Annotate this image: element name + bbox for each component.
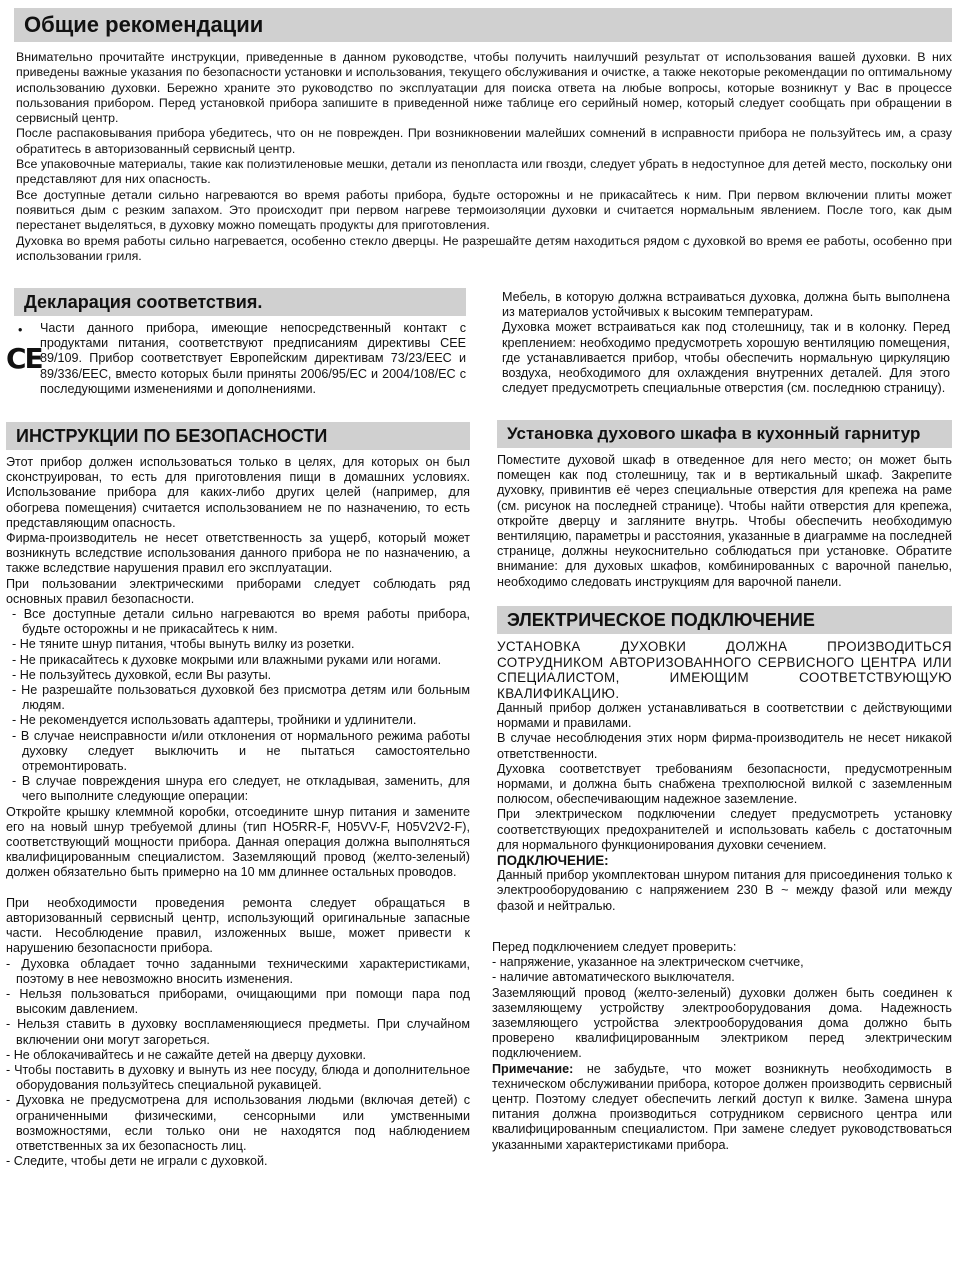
declaration-text: Части данного прибора, имеющие непосредственный контакт с продуктами питания, соответствуют предписаниям директивы CEE 89/109. Прибор соответствует Европейским директивам 73/23/EEC и 89/336/EEC, вместо которых были приняты 2006/95/EC и 2004/108/EC с последующими изменениями и дополнениями. [40, 321, 466, 396]
check-item: - напряжение, указанное на электрическом счетчике, [492, 955, 804, 970]
list-item: - Духовка не предусмотрена для использования людьми (включая детей) с ограниченными физическими, сенсорными или умственными возможностями, если только они не находятся под наблюдением ответственных за их безопасность лиц. [6, 1093, 470, 1153]
electric-section-body [497, 639, 952, 914]
note-text: не забудьте, что может возникнуть необходимость в техническом обслуживании прибора, которое должен производить сервисный центр. Поэтому следует обеспечить легкий доступ к вилке. Замена шнура питания должна производиться сотрудником сервисного центра или квалифицированным специалистом. При замене следует руководствоваться указанными характеристиками прибора. [492, 1061, 952, 1152]
list-item: - Нельзя пользоваться приборами, очищающими при помощи пара под высоким давлением. [6, 986, 470, 1017]
cord-replacement-text: Откройте крышку клеммной коробки, отсоедините шнур питания и замените его на новый шнур требуемой длины (тип HO5RR-F, H05VV-F, H05V2V2-F), соответствующий мощности прибора. Данная операция должна выполняться квалифицированным специалистом. Заземляющий провод (желто-зеленый) должен обязательно быть примерно на 10 мм длиннее остальных проводов. [6, 804, 470, 880]
declaration-section-title: Декларация соответствия. [14, 288, 466, 316]
check-intro: Перед подключением следует проверить: [492, 940, 737, 954]
check-item: - наличие автоматического выключателя. [492, 970, 735, 985]
list-item: - Следите, чтобы дети не играли с духовкой. [6, 1154, 268, 1169]
list-item: - Не разрешайте пользоваться духовкой без присмотра детям или больным людям. [12, 683, 470, 713]
electric-paragraph: В случае несоблюдения этих норм фирма-производитель не несет никакой ответственности. [497, 731, 952, 761]
general-paragraph: После распаковывания прибора убедитесь, что он не поврежден. При возникновении малейших сомнений в исправности прибора не пользуйтесь им, а сразу обратитесь в авторизованный сервисный центр. [16, 126, 952, 156]
general-paragraph: Все упаковочные материалы, такие как полиэтиленовые мешки, детали из пенопласта или гвозди, следует убрать в недоступное для детей место, поскольку они представляют для них опасность. [16, 157, 952, 187]
general-section-body [16, 50, 952, 264]
list-item: - Не рекомендуется использовать адаптеры, тройники и удлинители. [12, 713, 417, 728]
list-item: - В случае повреждения шнура его следует, не откладывая, заменить, для чего выполните следующие операции: [12, 774, 470, 804]
electric-paragraph: Духовка соответствует требованиям безопасности, предусмотренным нормами, и должна быть снабжена трехполюсной вилкой с заземленным полюсом, обеспечивающим надежное заземление. [497, 761, 952, 807]
note-paragraph [492, 1062, 952, 1153]
furniture-paragraph: Мебель, в которую должна встраиваться духовка, должна быть выполнена из материалов устойчивых к высоким температурам. [502, 290, 950, 320]
general-paragraph: Внимательно прочитайте инструкции, приведенные в данном руководстве, чтобы получить наилучший результат от использования вашей духовки. В них приведены важные указания по безопасности установки и использования, текущего обслуживания и очистке, а также некоторые рекомендации по оптимальному использованию духовки. Бережно храните это руководство по эксплуатации для поиска ответа на любые вопросы, которые возникнут у Вас в процессе пользования прибором. Перед установкой прибора запишите в приведенной ниже таблице его серийный номер, который следует сообщать при обращении в сервисный центр. [16, 50, 952, 126]
safety-paragraph: Этот прибор должен использоваться только в целях, для которых он был сконструирован, то есть для приготовления пищи в домашних условиях. Использование прибора для каких-либо других целей (например, для обогрева помещения) считается использованием не по назначению, то есть представляющим опасность. [6, 455, 470, 530]
install-text: Поместите духовой шкаф в отведенное для него место; он может быть помещен как под столешницу, так и в вертикальный шкаф. Закрепите духовку, привинтив её через специальные отверстия для крепежа на раме (см. рисунок на последней странице). Чтобы найти отверстия для крепежа, откройте дверцу и загляните внутрь. Чтобы обеспечить необходимую вентиляцию, параметры и расстояния, указанные в диаграмме на последней странице, должны неукоснительно соблюдаться при установке. Обратите внимание: для духовых шкафов, комбинированных с варочной панелью, необходимо следовать инструкциям для варочной панели. [497, 453, 952, 589]
safety-paragraph: При пользовании электрическими приборами следует соблюдать ряд основных правил безопасности. [6, 576, 470, 606]
connection-text: Данный прибор укомплектован шнуром питания для присоединения только к электрооборудованию с напряжением 230 В ~ между фазой или между фазой и нейтралью. [497, 868, 952, 913]
electric-section-title: ЭЛЕКТРИЧЕСКОЕ ПОДКЛЮЧЕНИЕ [497, 606, 952, 634]
bullet-mark: • [18, 323, 23, 337]
safety-warnings-list [6, 957, 470, 1170]
note-label: Примечание: [492, 1061, 574, 1076]
general-paragraph: Все доступные детали сильно нагреваются во время работы прибора, будьте осторожны и не прикасайтесь к ним. При первом включении плиты может появиться дым с резким запахом. Это происходит при первом нагреве термоизоляции духовки и считается нормальным явлением. После того, как дым перестанет выделяться, в духовку можно помещать продукты для приготовления. [16, 187, 952, 233]
declaration-block [6, 321, 466, 401]
connection-heading: ПОДКЛЮЧЕНИЕ: [497, 853, 609, 869]
electric-paragraph: При электрическом подключении следует предусмотреть установку соответствующих предохранителей и использовать кабель с достаточным для нормального функционирования духовки сечением. [497, 807, 952, 852]
safety-rules-list [6, 607, 470, 805]
electric-warning-caps: УСТАНОВКА ДУХОВКИ ДОЛЖНА ПРОИЗВОДИТЬСЯ СОТРУДНИКОМ АВТОРИЗОВАННОГО СЕРВИСНОГО ЦЕНТРА ИЛИ СПЕЦИАЛИСТОМ, ИМЕЮЩИМ СООТВЕТСТВУЮЩУЮ КВАЛИФИКАЦИЮ. [497, 639, 952, 701]
list-item: - Все доступные детали сильно нагреваются во время работы прибора, будьте осторожны и не прикасайтесь к ним. [12, 607, 470, 637]
install-section-body [497, 453, 952, 590]
general-paragraph: Духовка во время работы сильно нагревается, особенно стекло дверцы. Не разрешайте детям находиться рядом с духовкой во время ее работы, особенно при использовании гриля. [16, 233, 952, 263]
grounding-text: Заземляющий провод (желто-зеленый) духовки должен быть соединен к заземляющему устройству электрооборудования дома. Надежность заземляющего устройства электрооборудования дома должно быть проверено квалифицированным электриком перед электрическим подключением. [492, 985, 952, 1061]
list-item: - Нельзя ставить в духовку воспламеняющиеся предметы. При случайном включении они могут загореться. [6, 1017, 470, 1047]
repair-text: При необходимости проведения ремонта следует обращаться в авторизованный сервисный центр, использующий оригинальные запасные части. Несоблюдение правил, изложенных выше, может привести к нарушению безопасности прибора. [6, 895, 470, 956]
list-item: - В случае неисправности и/или отклонения от нормального режима работы духовку следует выключить и не пытаться самостоятельно отремонтировать. [12, 728, 470, 774]
list-item: - Чтобы поставить в духовку и вынуть из нее посуду, блюда и дополнительное оборудования пользуйтесь специальной рукавицей. [6, 1062, 470, 1093]
list-item: - Духовка обладает точно заданными техническими характеристиками, поэтому в нее невозможно вносить изменения. [6, 956, 470, 986]
electric-checks-block [492, 940, 952, 1153]
safety-paragraph: Фирма-производитель не несет ответственность за ущерб, который может возникнуть вследствие использования данного прибора не по назначению, а также вследствие нарушения правил его эксплуатации. [6, 531, 470, 576]
ce-mark-icon: CE [6, 342, 42, 375]
general-section-title: Общие рекомендации [14, 8, 952, 42]
spacer [6, 881, 470, 896]
safety-section-title: ИНСТРУКЦИИ ПО БЕЗОПАСНОСТИ [6, 422, 470, 450]
list-item: - Не тяните шнур питания, чтобы вынуть вилку из розетки. [12, 637, 355, 652]
list-item: - Не прикасайтесь к духовке мокрыми или влажными руками или ногами. [12, 652, 442, 667]
list-item: - Не облокачивайтесь и не сажайте детей на дверцу духовки. [6, 1047, 367, 1062]
furniture-block [502, 290, 950, 396]
install-section-title: Установка духового шкафа в кухонный гарнитур [497, 420, 952, 448]
list-item: - Не пользуйтесь духовкой, если Вы разуты. [12, 667, 272, 682]
safety-section-body [6, 455, 470, 1169]
electric-paragraph: Данный прибор должен устанавливаться в соответствии с действующими нормами и правилами. [497, 701, 952, 731]
furniture-paragraph: Духовка может встраиваться как под столешницу, так и в колонку. Перед креплением: необходимо предусмотреть хорошую вентиляцию помещения, где устанавливается прибор, чтобы обеспечить нормальную циркуляцию воздуха, необходимого для охлаждения внутренних деталей. Для этого следует предусмотреть специальные отверстия (см. последнюю страницу). [502, 320, 950, 396]
